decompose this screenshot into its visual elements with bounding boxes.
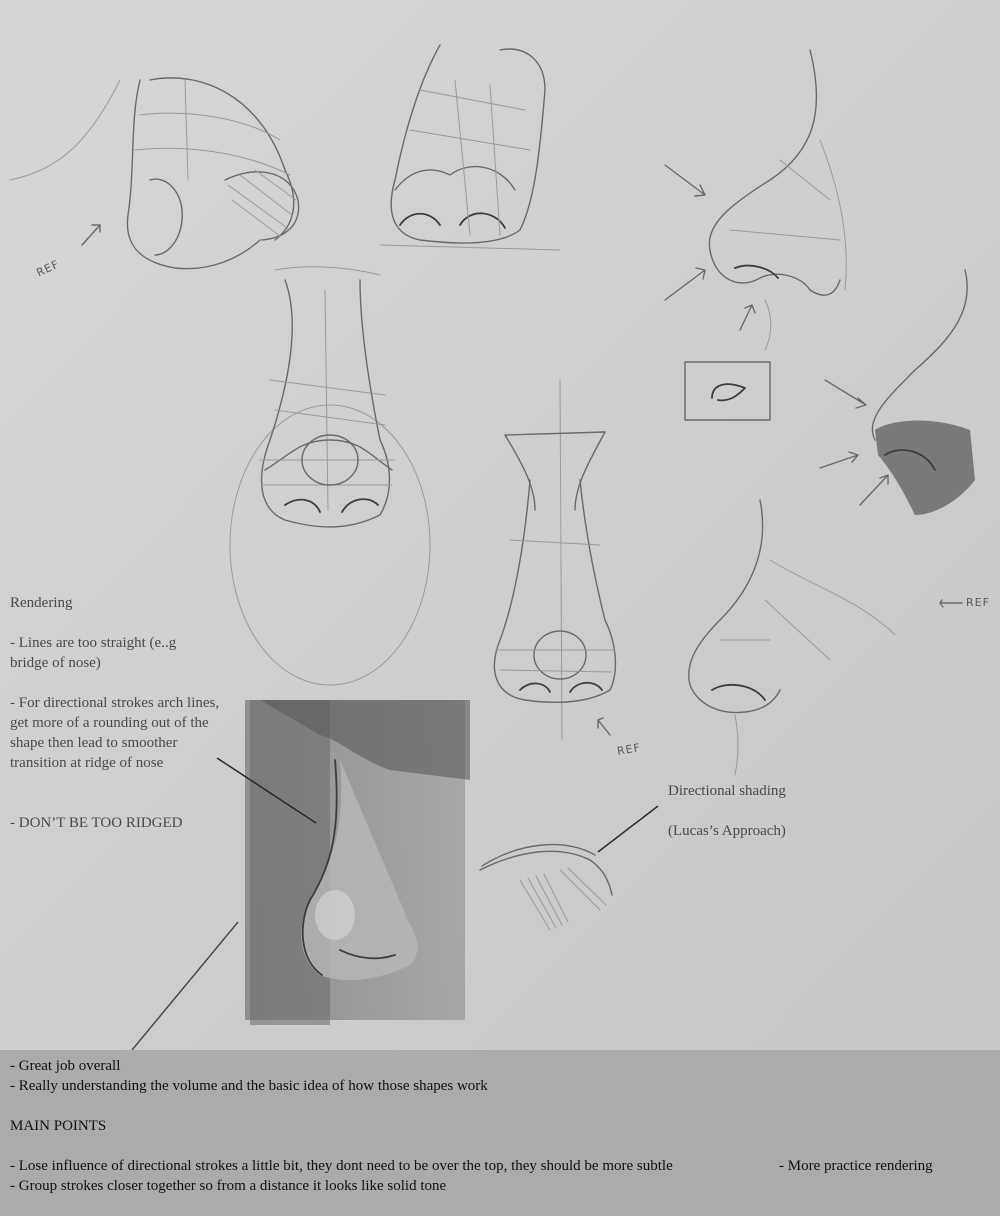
main-point-1: - Lose influence of directional strokes a little bit, they dont need to be over the top, they should be more subtle [10,1158,673,1174]
nose-sketch-shaded-right [820,270,975,515]
main-points-heading: MAIN POINTS [10,1118,107,1134]
directional-shading-title: Directional shading [668,783,786,799]
pointer-line-directional [598,806,658,852]
small-nostril-box [685,362,770,420]
rendered-nose-drawing [245,700,470,1025]
nose-sketch-top-center [380,45,560,250]
rendering-point-1: - Lines are too straight (e..g bridge of nose) [10,635,177,671]
rendering-heading: Rendering [10,595,73,611]
ref-label-2: REF [966,596,990,609]
nose-sketch-profile-lower [689,500,962,775]
nose-sketch-top-right [665,50,846,350]
ref-label-1: REF [34,257,62,280]
ref-label-3: REF [616,741,642,758]
pointer-line-feedback [132,922,238,1050]
nose-sketch-top-left [10,78,299,269]
rendering-point-2: - For directional strokes arch lines, get more of a rounding out of the shape then lead to smoother transition at ridge of nose [10,695,220,771]
directional-shading-subtitle: (Lucas’s Approach) [668,823,786,839]
main-point-1b: - More practice rendering [779,1158,933,1174]
nose-sketch-front-lower [494,380,615,740]
feedback-line-2: - Really understanding the volume and the basic idea of how those shapes work [10,1078,488,1094]
rendering-point-3: - DON’T BE TOO RIDGED [10,815,183,831]
feedback-panel [0,1050,1000,1216]
nose-sketch-front-center [230,267,430,685]
feedback-line-1: - Great job overall [10,1058,121,1074]
main-point-2: - Group strokes closer together so from a distance it looks like solid tone [10,1178,447,1194]
directional-shading-swatch [480,845,612,930]
